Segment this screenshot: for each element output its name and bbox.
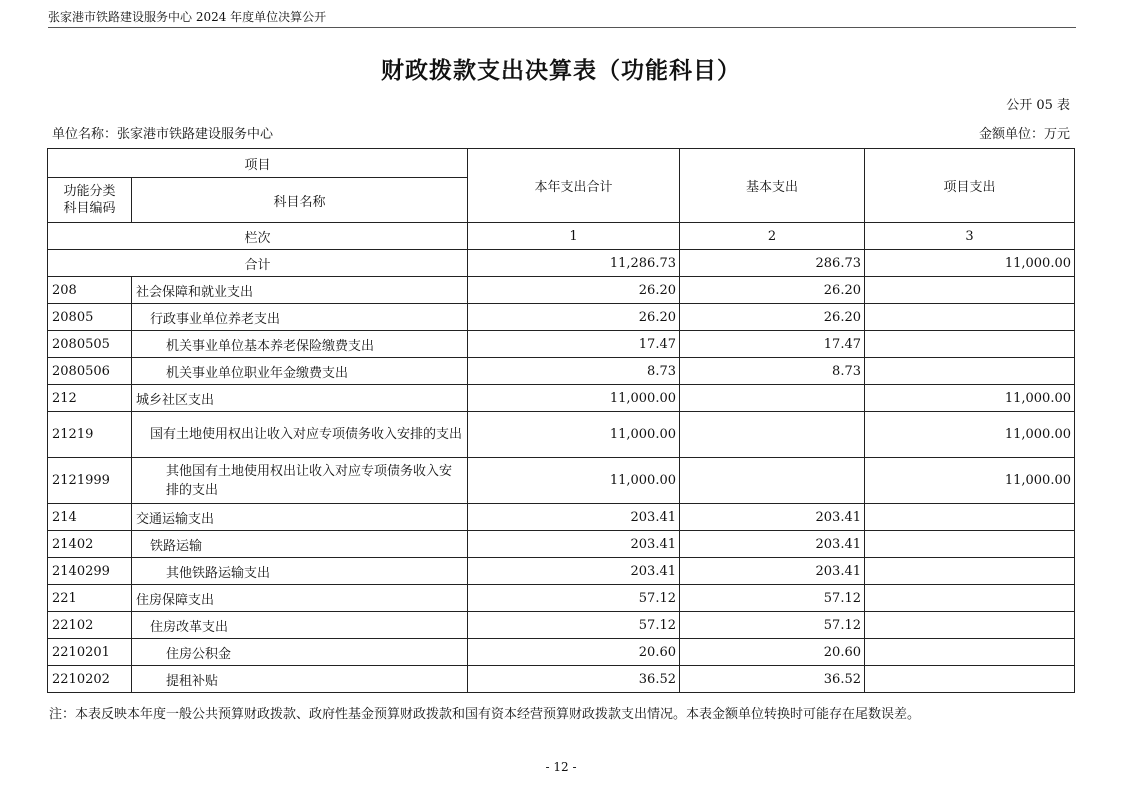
row-subject-name: 住房公积金 — [132, 639, 468, 666]
row-code: 2080505 — [48, 331, 132, 358]
header-basic: 基本支出 — [680, 149, 865, 223]
row-basic: 203.41 — [680, 531, 865, 558]
row-project — [865, 277, 1075, 304]
table-row — [48, 412, 1075, 458]
row-project — [865, 558, 1075, 585]
row-subject-name: 机关事业单位职业年金缴费支出 — [132, 358, 468, 385]
unit-name: 单位名称：张家港市铁路建设服务中心 — [52, 127, 274, 142]
table-row — [48, 558, 1075, 585]
row-total: 26.20 — [468, 304, 680, 331]
row-total: 57.12 — [468, 585, 680, 612]
row-basic: 20.60 — [680, 639, 865, 666]
table-row — [48, 504, 1075, 531]
header-func-code: 功能分类 科目编码 — [48, 178, 132, 223]
row-subject-name: 交通运输支出 — [132, 504, 468, 531]
row-basic: 26.20 — [680, 277, 865, 304]
header-divider — [48, 27, 1076, 28]
row-project: 11,000.00 — [865, 385, 1075, 412]
row-basic: 57.12 — [680, 612, 865, 639]
expenditure-table — [47, 148, 1075, 693]
row-subject-name: 住房改革支出 — [132, 612, 468, 639]
header-subject-name: 科目名称 — [132, 178, 468, 223]
header-project: 项目支出 — [865, 149, 1075, 223]
col-index-1: 1 — [468, 223, 680, 250]
table-row — [48, 458, 1075, 504]
row-subject-name: 社会保障和就业支出 — [132, 277, 468, 304]
table-row — [48, 331, 1075, 358]
row-code: 2210201 — [48, 639, 132, 666]
table-row — [48, 585, 1075, 612]
row-project — [865, 585, 1075, 612]
row-project — [865, 504, 1075, 531]
row-basic: 57.12 — [680, 585, 865, 612]
row-project — [865, 666, 1075, 693]
row-basic: 8.73 — [680, 358, 865, 385]
table-row — [48, 666, 1075, 693]
row-code: 22102 — [48, 612, 132, 639]
total-amount: 11,286.73 — [468, 250, 680, 277]
table-row — [48, 639, 1075, 666]
row-code: 2080506 — [48, 358, 132, 385]
row-total: 203.41 — [468, 558, 680, 585]
row-total: 203.41 — [468, 504, 680, 531]
row-code: 221 — [48, 585, 132, 612]
row-total: 11,000.00 — [468, 412, 680, 458]
row-basic: 203.41 — [680, 504, 865, 531]
row-project — [865, 612, 1075, 639]
row-basic: 26.20 — [680, 304, 865, 331]
row-project — [865, 358, 1075, 385]
row-basic: 36.52 — [680, 666, 865, 693]
page-number: - 12 - — [545, 760, 577, 774]
row-subject-name: 行政事业单位养老支出 — [132, 304, 468, 331]
row-basic: 17.47 — [680, 331, 865, 358]
row-code: 2121999 — [48, 458, 132, 504]
row-basic — [680, 458, 865, 504]
row-basic — [680, 385, 865, 412]
row-code: 208 — [48, 277, 132, 304]
row-subject-name: 住房保障支出 — [132, 585, 468, 612]
total-row — [48, 250, 1075, 277]
table-row — [48, 385, 1075, 412]
row-project — [865, 639, 1075, 666]
row-subject-name: 国有土地使用权出让收入对应专项债务收入安排的支出 — [132, 412, 468, 458]
header-item: 项目 — [48, 149, 468, 178]
table-row — [48, 531, 1075, 558]
row-subject-name: 其他国有土地使用权出让收入对应专项债务收入安排的支出 — [132, 458, 468, 504]
row-total: 26.20 — [468, 277, 680, 304]
row-code: 21219 — [48, 412, 132, 458]
row-total: 11,000.00 — [468, 458, 680, 504]
footnote: 注：本表反映本年度一般公共预算财政拨款、政府性基金预算财政拨款和国有资本经营预算财政拨款支出情况。本表金额单位转换时可能存在尾数误差。 — [49, 707, 921, 722]
table-row — [48, 277, 1075, 304]
page-title: 财政拨款支出决算表（功能科目） — [381, 57, 741, 84]
table-row — [48, 612, 1075, 639]
col-index-3: 3 — [865, 223, 1075, 250]
row-total: 8.73 — [468, 358, 680, 385]
row-code: 2140299 — [48, 558, 132, 585]
row-project — [865, 531, 1075, 558]
header-total: 本年支出合计 — [468, 149, 680, 223]
total-basic: 286.73 — [680, 250, 865, 277]
row-code: 2210202 — [48, 666, 132, 693]
row-subject-name: 铁路运输 — [132, 531, 468, 558]
row-code: 20805 — [48, 304, 132, 331]
row-total: 20.60 — [468, 639, 680, 666]
row-project: 11,000.00 — [865, 412, 1075, 458]
row-basic: 203.41 — [680, 558, 865, 585]
table-row — [48, 358, 1075, 385]
row-code: 21402 — [48, 531, 132, 558]
amount-unit: 金额单位：万元 — [978, 127, 1070, 142]
row-code: 214 — [48, 504, 132, 531]
row-subject-name: 城乡社区支出 — [132, 385, 468, 412]
row-total: 36.52 — [468, 666, 680, 693]
row-project — [865, 304, 1075, 331]
row-total: 11,000.00 — [468, 385, 680, 412]
row-total: 17.47 — [468, 331, 680, 358]
row-project — [865, 331, 1075, 358]
row-project: 11,000.00 — [865, 458, 1075, 504]
col-index-label: 栏次 — [48, 223, 468, 250]
row-code: 212 — [48, 385, 132, 412]
row-total: 57.12 — [468, 612, 680, 639]
row-subject-name: 其他铁路运输支出 — [132, 558, 468, 585]
running-header: 张家港市铁路建设服务中心 2024 年度单位决算公开 — [48, 10, 327, 24]
row-basic — [680, 412, 865, 458]
row-subject-name: 提租补贴 — [132, 666, 468, 693]
total-label: 合计 — [48, 250, 468, 277]
form-number: 公开 05 表 — [1006, 98, 1070, 113]
total-project: 11,000.00 — [865, 250, 1075, 277]
row-total: 203.41 — [468, 531, 680, 558]
table-row — [48, 304, 1075, 331]
row-subject-name: 机关事业单位基本养老保险缴费支出 — [132, 331, 468, 358]
col-index-2: 2 — [680, 223, 865, 250]
